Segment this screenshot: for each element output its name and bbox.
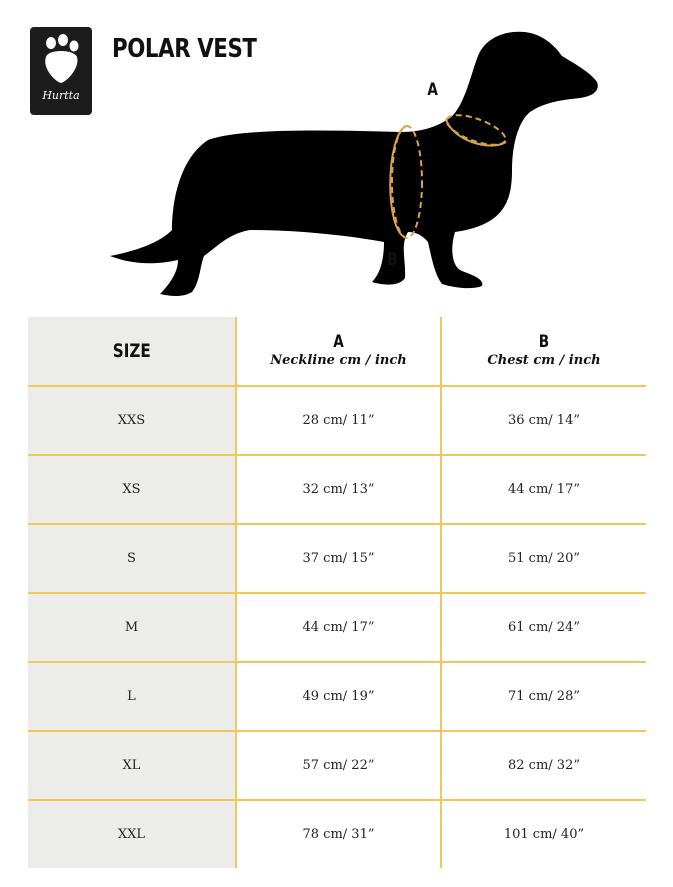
table-row: [28, 524, 646, 593]
row-chest: 36 cm/ 14”: [441, 386, 646, 455]
table-row: [28, 662, 646, 731]
header-b-letter: B: [538, 332, 550, 352]
row-neckline: 37 cm/ 15”: [236, 524, 441, 593]
header-b: [441, 317, 646, 386]
table-header-row: [28, 317, 646, 386]
row-chest: 44 cm/ 17”: [441, 455, 646, 524]
row-size: XXL: [28, 800, 236, 868]
header-a-letter: A: [333, 332, 344, 352]
row-chest: 51 cm/ 20”: [441, 524, 646, 593]
header-size: [28, 317, 236, 386]
table-row: [28, 731, 646, 800]
row-size: L: [28, 662, 236, 731]
row-size: XL: [28, 731, 236, 800]
header-a-sub: Neckline cm / inch: [270, 353, 407, 368]
header-size-label: SIZE: [112, 340, 151, 362]
row-chest: 101 cm/ 40”: [441, 800, 646, 868]
row-neckline: 32 cm/ 13”: [236, 455, 441, 524]
dachshund-silhouette: [110, 32, 598, 296]
size-table: [28, 317, 646, 868]
row-chest: 82 cm/ 32”: [441, 731, 646, 800]
row-size: S: [28, 524, 236, 593]
row-neckline: 44 cm/ 17”: [236, 593, 441, 662]
row-size: M: [28, 593, 236, 662]
row-chest: 71 cm/ 28”: [441, 662, 646, 731]
table-row: [28, 455, 646, 524]
diagram-label-b: B: [387, 250, 398, 270]
table-row: [28, 593, 646, 662]
row-size: XS: [28, 455, 236, 524]
header-a: [236, 317, 441, 386]
header-b-sub: Chest cm / inch: [487, 353, 601, 368]
table-row: [28, 800, 646, 868]
brand-logo-text: Hurtta: [42, 89, 80, 102]
dog-diagram: [100, 20, 620, 305]
brand-logo: [30, 27, 92, 115]
row-neckline: 49 cm/ 19”: [236, 662, 441, 731]
paw-icon: [30, 27, 92, 89]
diagram-label-a: A: [427, 80, 438, 100]
page-title: POLAR VEST: [112, 34, 257, 64]
table-row: [28, 386, 646, 455]
row-chest: 61 cm/ 24”: [441, 593, 646, 662]
row-neckline: 28 cm/ 11”: [236, 386, 441, 455]
row-neckline: 78 cm/ 31”: [236, 800, 441, 868]
row-size: XXS: [28, 386, 236, 455]
row-neckline: 57 cm/ 22”: [236, 731, 441, 800]
